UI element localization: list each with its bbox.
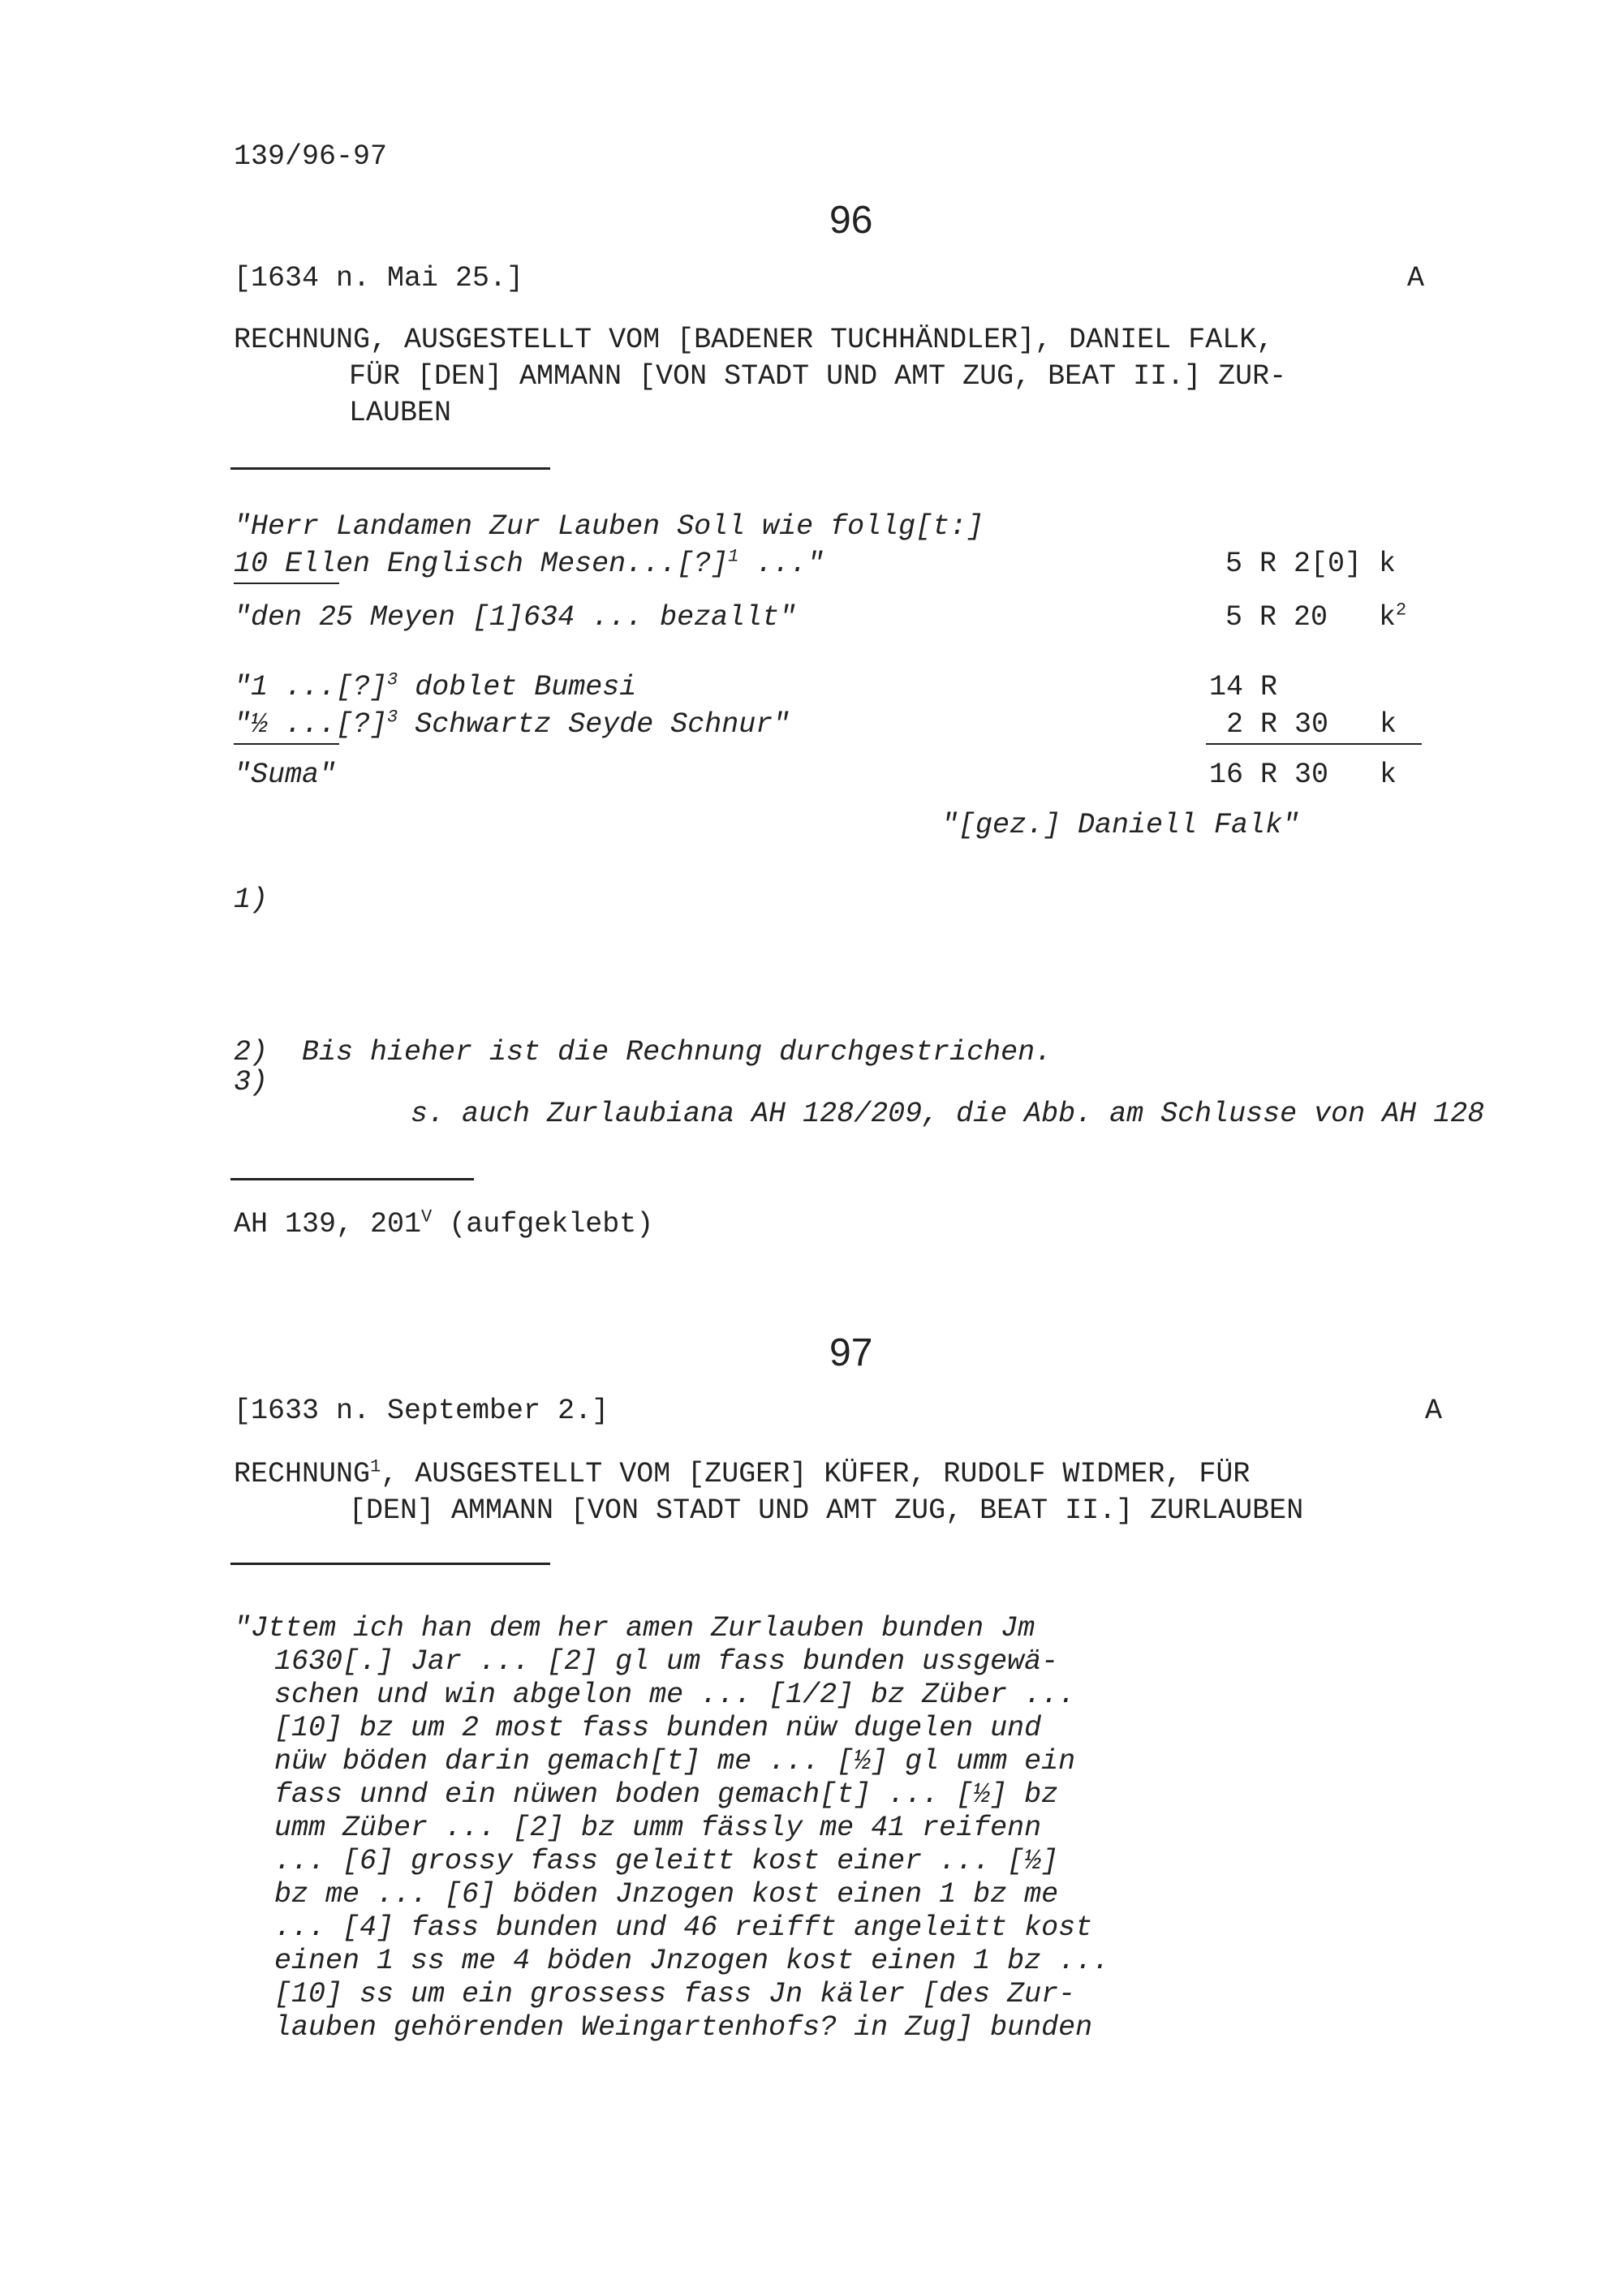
invoice-line-item <box>234 669 637 703</box>
body-line: schen und win abgelon me ... [1/2] bz Züber ... <box>274 1679 1076 1711</box>
document-title-line-1 <box>234 1456 1251 1490</box>
invoice-line-text: doblet Bumesi <box>398 671 637 703</box>
invoice-sum-amount: 16 R 30 k <box>1209 759 1397 791</box>
invoice-line-text: 10 Ellen Englisch Mesen...[?] <box>234 548 729 580</box>
document-number-97: 97 <box>829 1331 873 1374</box>
body-line: 1630[.] Jar ... [2] gl um fass bunden ussgewä- <box>274 1645 1059 1678</box>
source-divider <box>230 1178 474 1180</box>
body-line: [10] bz um 2 most fass bunden nüw dugelen und <box>274 1712 1042 1744</box>
invoice-payment-amount <box>1225 600 1407 634</box>
body-line: umm Züber ... [2] bz umm fässly me 41 reifenn <box>274 1812 1042 1844</box>
page-reference: 139/96-97 <box>234 140 388 173</box>
footnote-marker: 1 <box>370 1456 381 1477</box>
footnote-3-text: s. auch Zurlaubiana AH 128/209, die Abb. am Schlusse von AH 128 <box>411 1098 1485 1130</box>
invoice-line-amount: 14 R <box>1209 671 1278 703</box>
sum-rule <box>1206 743 1422 745</box>
underline <box>234 743 339 745</box>
section-divider <box>230 1563 550 1565</box>
body-line: nüw böden darin gemach[t] me ... [½] gl umm ein <box>274 1745 1076 1778</box>
body-line: lauben gehörenden Weingartenhofs? in Zug] bunden <box>274 2011 1093 2044</box>
body-line: ... [6] grossy fass geleitt kost einer ... [½] <box>274 1845 1059 1877</box>
footnote-3: 3) <box>234 1066 269 1099</box>
invoice-line-item <box>234 707 790 741</box>
source-superscript: V <box>421 1206 433 1228</box>
footnote-2: 2) Bis hieher ist die Rechnung durchgestrichen. <box>234 1036 1053 1068</box>
title-text: , AUSGESTELLT VOM [ZUGER] KÜFER, RUDOLF WIDMER, FÜR <box>381 1458 1251 1490</box>
signature: "[gez.] Daniell Falk" <box>941 809 1300 841</box>
invoice-line-text: "½ ...[?] <box>234 708 388 741</box>
document-type: A <box>1425 1395 1443 1427</box>
invoice-line-heading: "Herr Landamen Zur Lauben Soll wie follg[t:] <box>234 510 984 543</box>
source-reference <box>234 1206 654 1240</box>
document-date: [1633 n. September 2.] <box>234 1395 609 1427</box>
body-line: [10] ss um ein grossess fass Jn käler [des Zur- <box>274 1978 1076 2010</box>
invoice-line-amount: 2 R 30 k <box>1209 708 1397 741</box>
body-line: "Jttem ich han dem her amen Zurlauben bunden Jm <box>234 1612 1035 1645</box>
document-title-line-2: [DEN] AMMANN [VON STADT UND AMT ZUG, BEAT II.] ZURLAUBEN <box>349 1494 1304 1527</box>
document-title-line-1: RECHNUNG, AUSGESTELLT VOM [BADENER TUCHHÄNDLER], DANIEL FALK, <box>234 324 1274 356</box>
document-date: [1634 n. Mai 25.] <box>234 262 524 295</box>
invoice-line-text: Schwartz Seyde Schnur" <box>398 708 790 741</box>
document-title-line-2: FÜR [DEN] AMMANN [VON STADT UND AMT ZUG, BEAT II.] ZUR- <box>349 360 1287 393</box>
invoice-line-amount: 5 R 2[0] k <box>1225 548 1397 580</box>
body-line: ... [4] fass bunden und 46 reifft angeleitt kost <box>274 1911 1093 1944</box>
underline <box>234 583 339 584</box>
document-title-line-3: LAUBEN <box>349 397 452 429</box>
source-text: AH 139, 201 <box>234 1208 422 1240</box>
section-divider <box>230 467 550 470</box>
footnote-marker: 2 <box>1396 600 1407 621</box>
body-line: bz me ... [6] böden Jnzogen kost einen 1 bz me <box>274 1878 1059 1911</box>
footnote-marker: 3 <box>387 707 398 728</box>
body-line: fass unnd ein nüwen boden gemach[t] ... [½] bz <box>274 1778 1059 1811</box>
invoice-line-end: ..." <box>738 548 824 580</box>
footnote-marker: 3 <box>387 669 398 690</box>
footnote-1: 1) <box>234 884 269 916</box>
document-number-96: 96 <box>829 199 873 242</box>
source-note: (aufgeklebt) <box>432 1208 654 1240</box>
payment-amount-text: 5 R 20 k <box>1225 601 1397 634</box>
document-type: A <box>1407 262 1425 295</box>
invoice-line-text: "1 ...[?] <box>234 671 388 703</box>
title-text: RECHNUNG <box>234 1458 371 1490</box>
footnote-marker: 1 <box>728 546 739 567</box>
body-line: einen 1 ss me 4 böden Jnzogen kost einen 1 bz ... <box>274 1945 1110 1977</box>
invoice-line-item <box>234 546 824 580</box>
invoice-line-payment: "den 25 Meyen [1]634 ... bezallt" <box>234 601 797 634</box>
invoice-sum-label: "Suma" <box>234 759 337 791</box>
